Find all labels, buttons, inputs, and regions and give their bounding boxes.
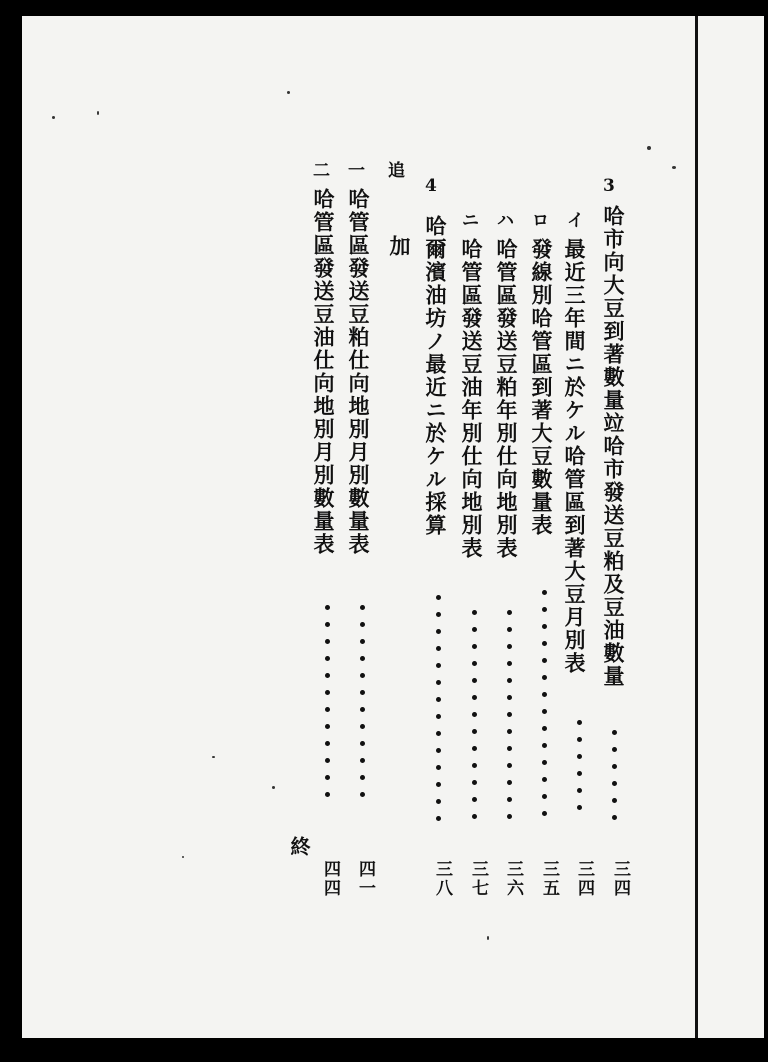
section-title: 哈管區發送豆粕年別仕向地別表 <box>494 238 519 560</box>
page-number: 三八 <box>432 860 452 898</box>
section-title: 哈管區發送豆油年別仕向地別表 <box>459 238 484 560</box>
section-marker: ニ <box>462 211 479 231</box>
leader-dots <box>325 605 330 809</box>
page-number: 三五 <box>539 860 559 898</box>
section-marker: 4 <box>425 176 437 196</box>
section-title: 發線別哈管區到著大豆數量表 <box>529 238 554 537</box>
leader-dots <box>577 720 582 822</box>
leader-dots <box>360 605 365 809</box>
page-number: 三六 <box>503 860 523 898</box>
page-number: 三七 <box>468 860 488 898</box>
end-mark: 終 <box>287 836 311 858</box>
page-number: 三四 <box>610 860 630 898</box>
document-page <box>22 16 764 1038</box>
section-title: 最近三年間ニ於ケル哈管區到著大豆月別表 <box>562 238 587 675</box>
page-margin-rule <box>695 16 698 1038</box>
leader-dots <box>507 610 512 831</box>
section-title: 加 <box>387 235 412 258</box>
section-marker: 一 <box>348 161 365 181</box>
section-marker: 追 <box>388 161 405 181</box>
leader-dots <box>612 730 617 832</box>
section-title: 哈市向大豆到著數量竝哈市發送豆粕及豆油數量 <box>601 205 626 688</box>
section-title: 哈爾濱油坊ノ最近ニ於ケル採算 <box>423 215 448 537</box>
leader-dots <box>542 590 547 828</box>
section-title: 哈管區發送豆粕仕向地別月別數量表 <box>346 188 371 556</box>
page-number: 三四 <box>574 860 594 898</box>
section-marker: ロ <box>532 211 549 231</box>
section-title: 哈管區發送豆油仕向地別月別數量表 <box>311 188 336 556</box>
section-marker: 二 <box>313 161 330 181</box>
page-number: 四一 <box>355 860 375 898</box>
section-marker: イ <box>567 211 584 231</box>
leader-dots <box>472 610 477 831</box>
page-number: 四四 <box>320 860 340 898</box>
leader-dots <box>436 595 441 833</box>
section-marker: ハ <box>497 211 514 231</box>
section-marker: 3 <box>603 176 615 196</box>
